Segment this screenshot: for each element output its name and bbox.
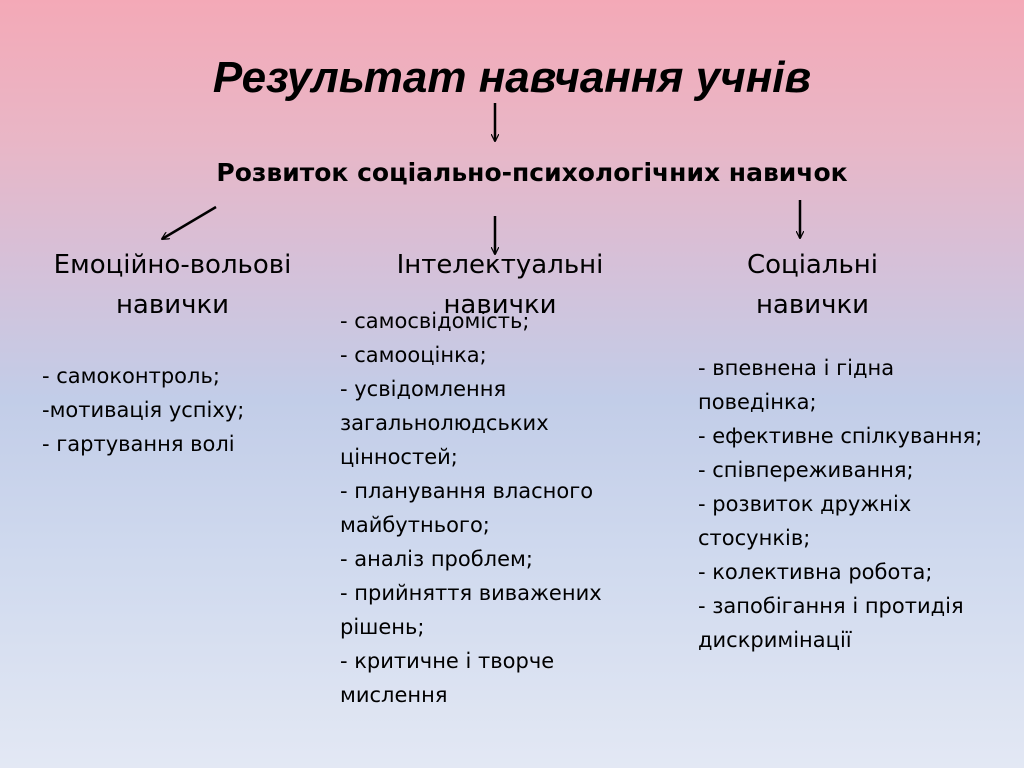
heading-emotional-volitional [30, 245, 315, 325]
subtitle: Розвиток соціально-психологічних навичок [216, 158, 848, 187]
list-item: майбутнього; [340, 513, 490, 537]
list-item: - співпереживання; [698, 458, 914, 482]
heading-line: Інтелектуальні [396, 250, 604, 280]
list-item: рішень; [340, 615, 425, 639]
heading-line: навички [443, 290, 557, 320]
list-item: - самосвідомість; [340, 309, 530, 333]
list-item: загальнолюдських [340, 411, 549, 435]
list-emotional-skills [42, 359, 332, 461]
heading-line: Емоційно-вольові [53, 250, 292, 280]
list-item: - планування власного [340, 479, 594, 503]
list-item: - розвиток дружніх [698, 492, 912, 516]
heading-line: навички [755, 290, 870, 320]
list-item: - прийняття виважених [340, 581, 602, 605]
slide-title: Результат навчання учнів [212, 53, 812, 102]
list-item: поведінка; [698, 390, 817, 414]
heading-line: навички [115, 290, 230, 320]
list-item: мислення [340, 683, 448, 707]
list-item: - самоконтроль; [42, 364, 220, 388]
list-item: стосунків; [698, 526, 811, 550]
list-item: -мотивація успіху; [42, 398, 245, 422]
arrow-to-emotional [162, 207, 216, 239]
list-item: - впевнена і гідна [698, 356, 895, 380]
list-item: - ефективне спілкування; [698, 424, 983, 448]
list-item: - усвідомлення [340, 377, 507, 401]
list-item: дискримінації [698, 628, 852, 652]
list-social-skills [698, 351, 1018, 657]
list-item: - самооцінка; [340, 343, 487, 367]
heading-line: Соціальні [746, 250, 879, 280]
list-item: - колективна робота; [698, 560, 933, 584]
list-item: - гартування волі [42, 432, 235, 456]
list-item: - запобігання і протидія [698, 594, 964, 618]
heading-social [690, 245, 935, 325]
list-item: - критичне і творче [340, 649, 555, 673]
list-item: - аналіз проблем; [340, 547, 533, 571]
list-item: цінностей; [340, 445, 458, 469]
list-intellectual-skills [340, 304, 670, 712]
